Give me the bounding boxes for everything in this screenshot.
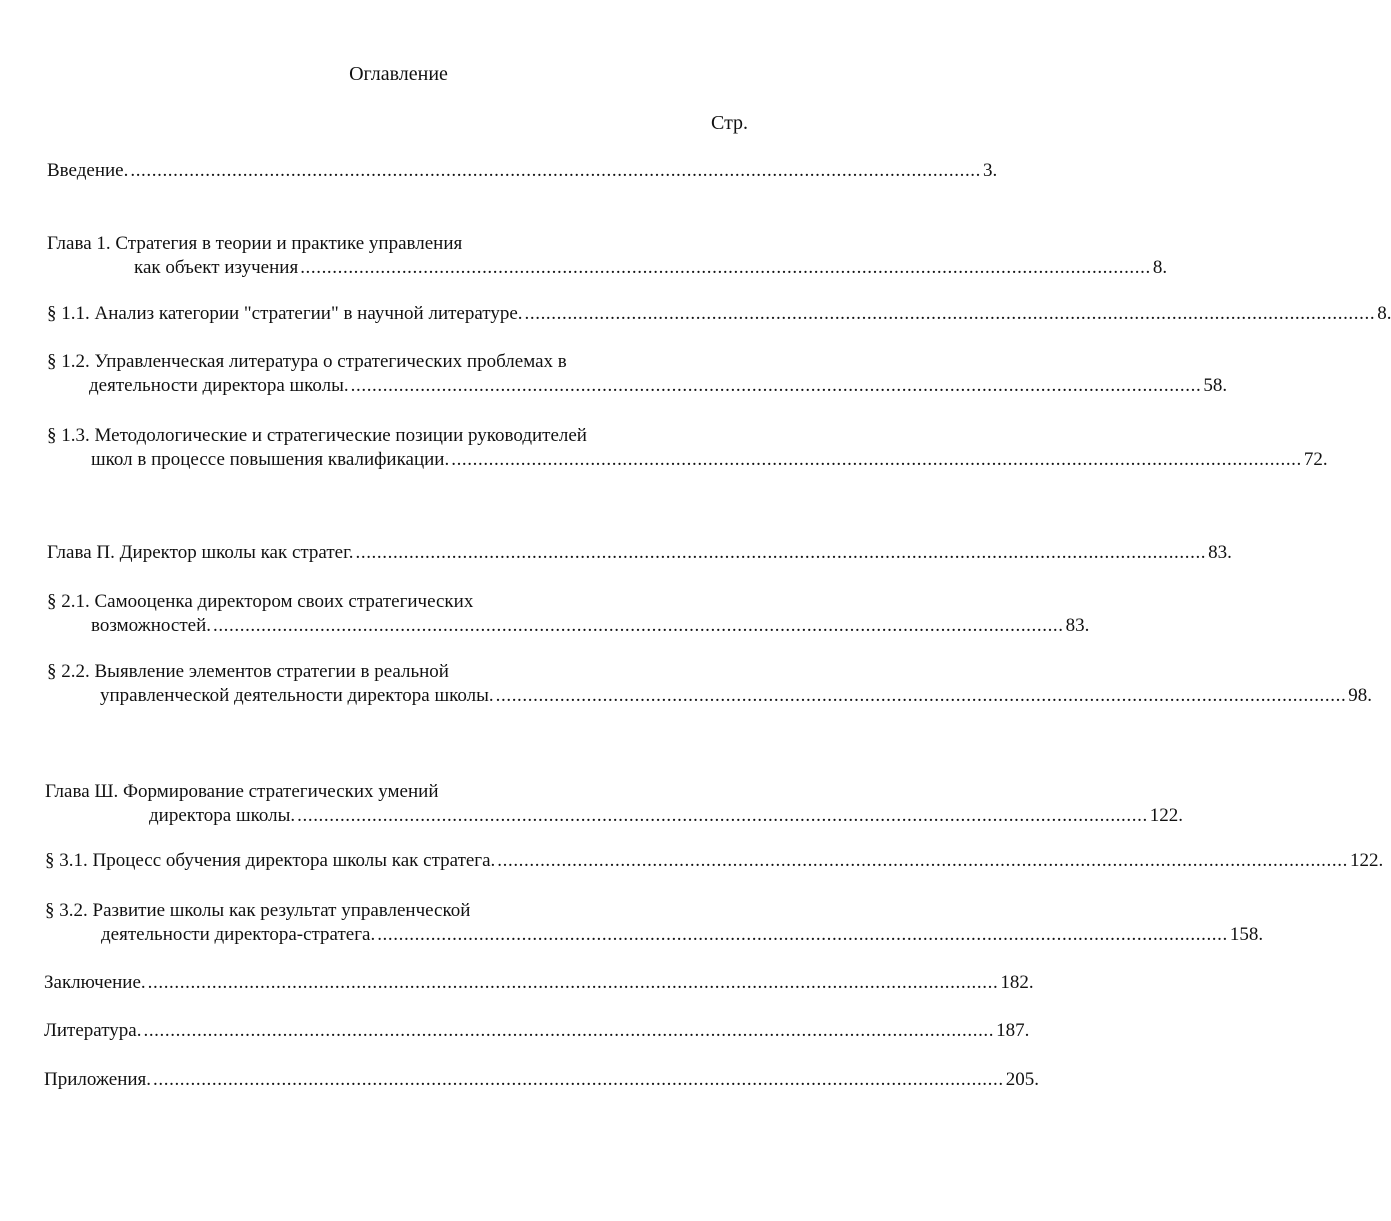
- toc-entry-title: Введение.: [47, 160, 129, 181]
- toc-page-number: 8.: [1152, 257, 1168, 278]
- dot-leader: ...............................................................................................................................................................: [297, 805, 1148, 826]
- toc-entry-title-line1: § 1.2. Управленческая литература о стратегических проблемах в: [47, 351, 567, 372]
- toc-entry-title: § 1.1. Анализ категории "стратегии" в научной литературе.: [47, 303, 523, 324]
- toc-page-number: 205.: [1005, 1069, 1039, 1090]
- toc-entry-title-line2: управленческой деятельности директора школы.: [100, 685, 494, 706]
- toc-page-number: 83.: [1065, 615, 1090, 636]
- toc-entry-title-line1: § 3.2. Развитие школы как результат управленческой: [45, 900, 471, 921]
- dot-leader: ...............................................................................................................................................................: [350, 375, 1202, 396]
- toc-entry-title: Приложения.: [44, 1069, 152, 1090]
- toc-entry-title-line1: § 2.1. Самооценка директором своих стратегических: [47, 591, 474, 612]
- toc-page-number: 122.: [1149, 805, 1184, 826]
- dot-leader: ...............................................................................................................................................................: [451, 449, 1302, 470]
- toc-entry-title-line2: деятельности директора-стратега.: [101, 924, 376, 945]
- toc-page-number: 182.: [1000, 972, 1034, 993]
- dot-leader: ...............................................................................................................................................................: [212, 615, 1064, 636]
- toc-entry-title-line2: как объект изучения: [134, 257, 299, 278]
- toc-entry-title: Заключение.: [44, 972, 146, 993]
- toc-entry-title-line2: возможностей.: [91, 615, 211, 636]
- toc-entry-title: § 3.1. Процесс обучения директора школы как стратега.: [45, 850, 496, 871]
- toc-page-number: 72.: [1303, 449, 1328, 470]
- page-title: Оглавление: [349, 63, 448, 85]
- toc-entry-title-line1: Глава 1. Стратегия в теории и практике управления: [47, 233, 463, 254]
- dot-leader: ...............................................................................................................................................................: [355, 542, 1207, 563]
- toc-entry-title: Глава П. Директор школы как стратег.: [47, 542, 354, 563]
- toc-entry-title-line2: школ в процессе повышения квалификации.: [91, 449, 450, 470]
- dot-leader: ...............................................................................................................................................................: [524, 303, 1376, 324]
- toc-page-number: 58.: [1203, 375, 1228, 396]
- toc-page-number: 98.: [1348, 685, 1373, 706]
- toc-page-number: 122.: [1349, 850, 1384, 871]
- dot-leader: ...............................................................................................................................................................: [377, 924, 1228, 945]
- dot-leader: ...............................................................................................................................................................: [147, 972, 999, 993]
- toc-entry-title-line1: § 1.3. Методологические и стратегические позиции руководителей: [47, 425, 587, 446]
- dot-leader: ...............................................................................................................................................................: [153, 1069, 1004, 1090]
- toc-entry-title-line1: § 2.2. Выявление элементов стратегии в реальной: [47, 661, 449, 682]
- toc-page-number: 83.: [1208, 542, 1232, 563]
- toc-entry-title-line1: Глава Ш. Формирование стратегических умений: [45, 781, 439, 802]
- toc-entry-title-line2: деятельности директора школы.: [89, 375, 349, 396]
- toc-page-number: 3.: [983, 160, 998, 181]
- dot-leader: ...............................................................................................................................................................: [143, 1020, 995, 1041]
- dot-leader: ...............................................................................................................................................................: [300, 257, 1151, 278]
- dot-leader: ...............................................................................................................................................................: [130, 160, 981, 181]
- toc-page-number: 187.: [996, 1020, 1030, 1041]
- page-column-label: Стр.: [711, 112, 749, 134]
- toc-page-number: 8.: [1377, 303, 1391, 324]
- toc-entry-title: Литература.: [44, 1020, 142, 1041]
- dot-leader: ...............................................................................................................................................................: [495, 685, 1347, 706]
- toc-entry-title-line2: директора школы.: [149, 805, 296, 826]
- toc-page-number: 158.: [1229, 924, 1264, 945]
- dot-leader: ...............................................................................................................................................................: [497, 850, 1348, 871]
